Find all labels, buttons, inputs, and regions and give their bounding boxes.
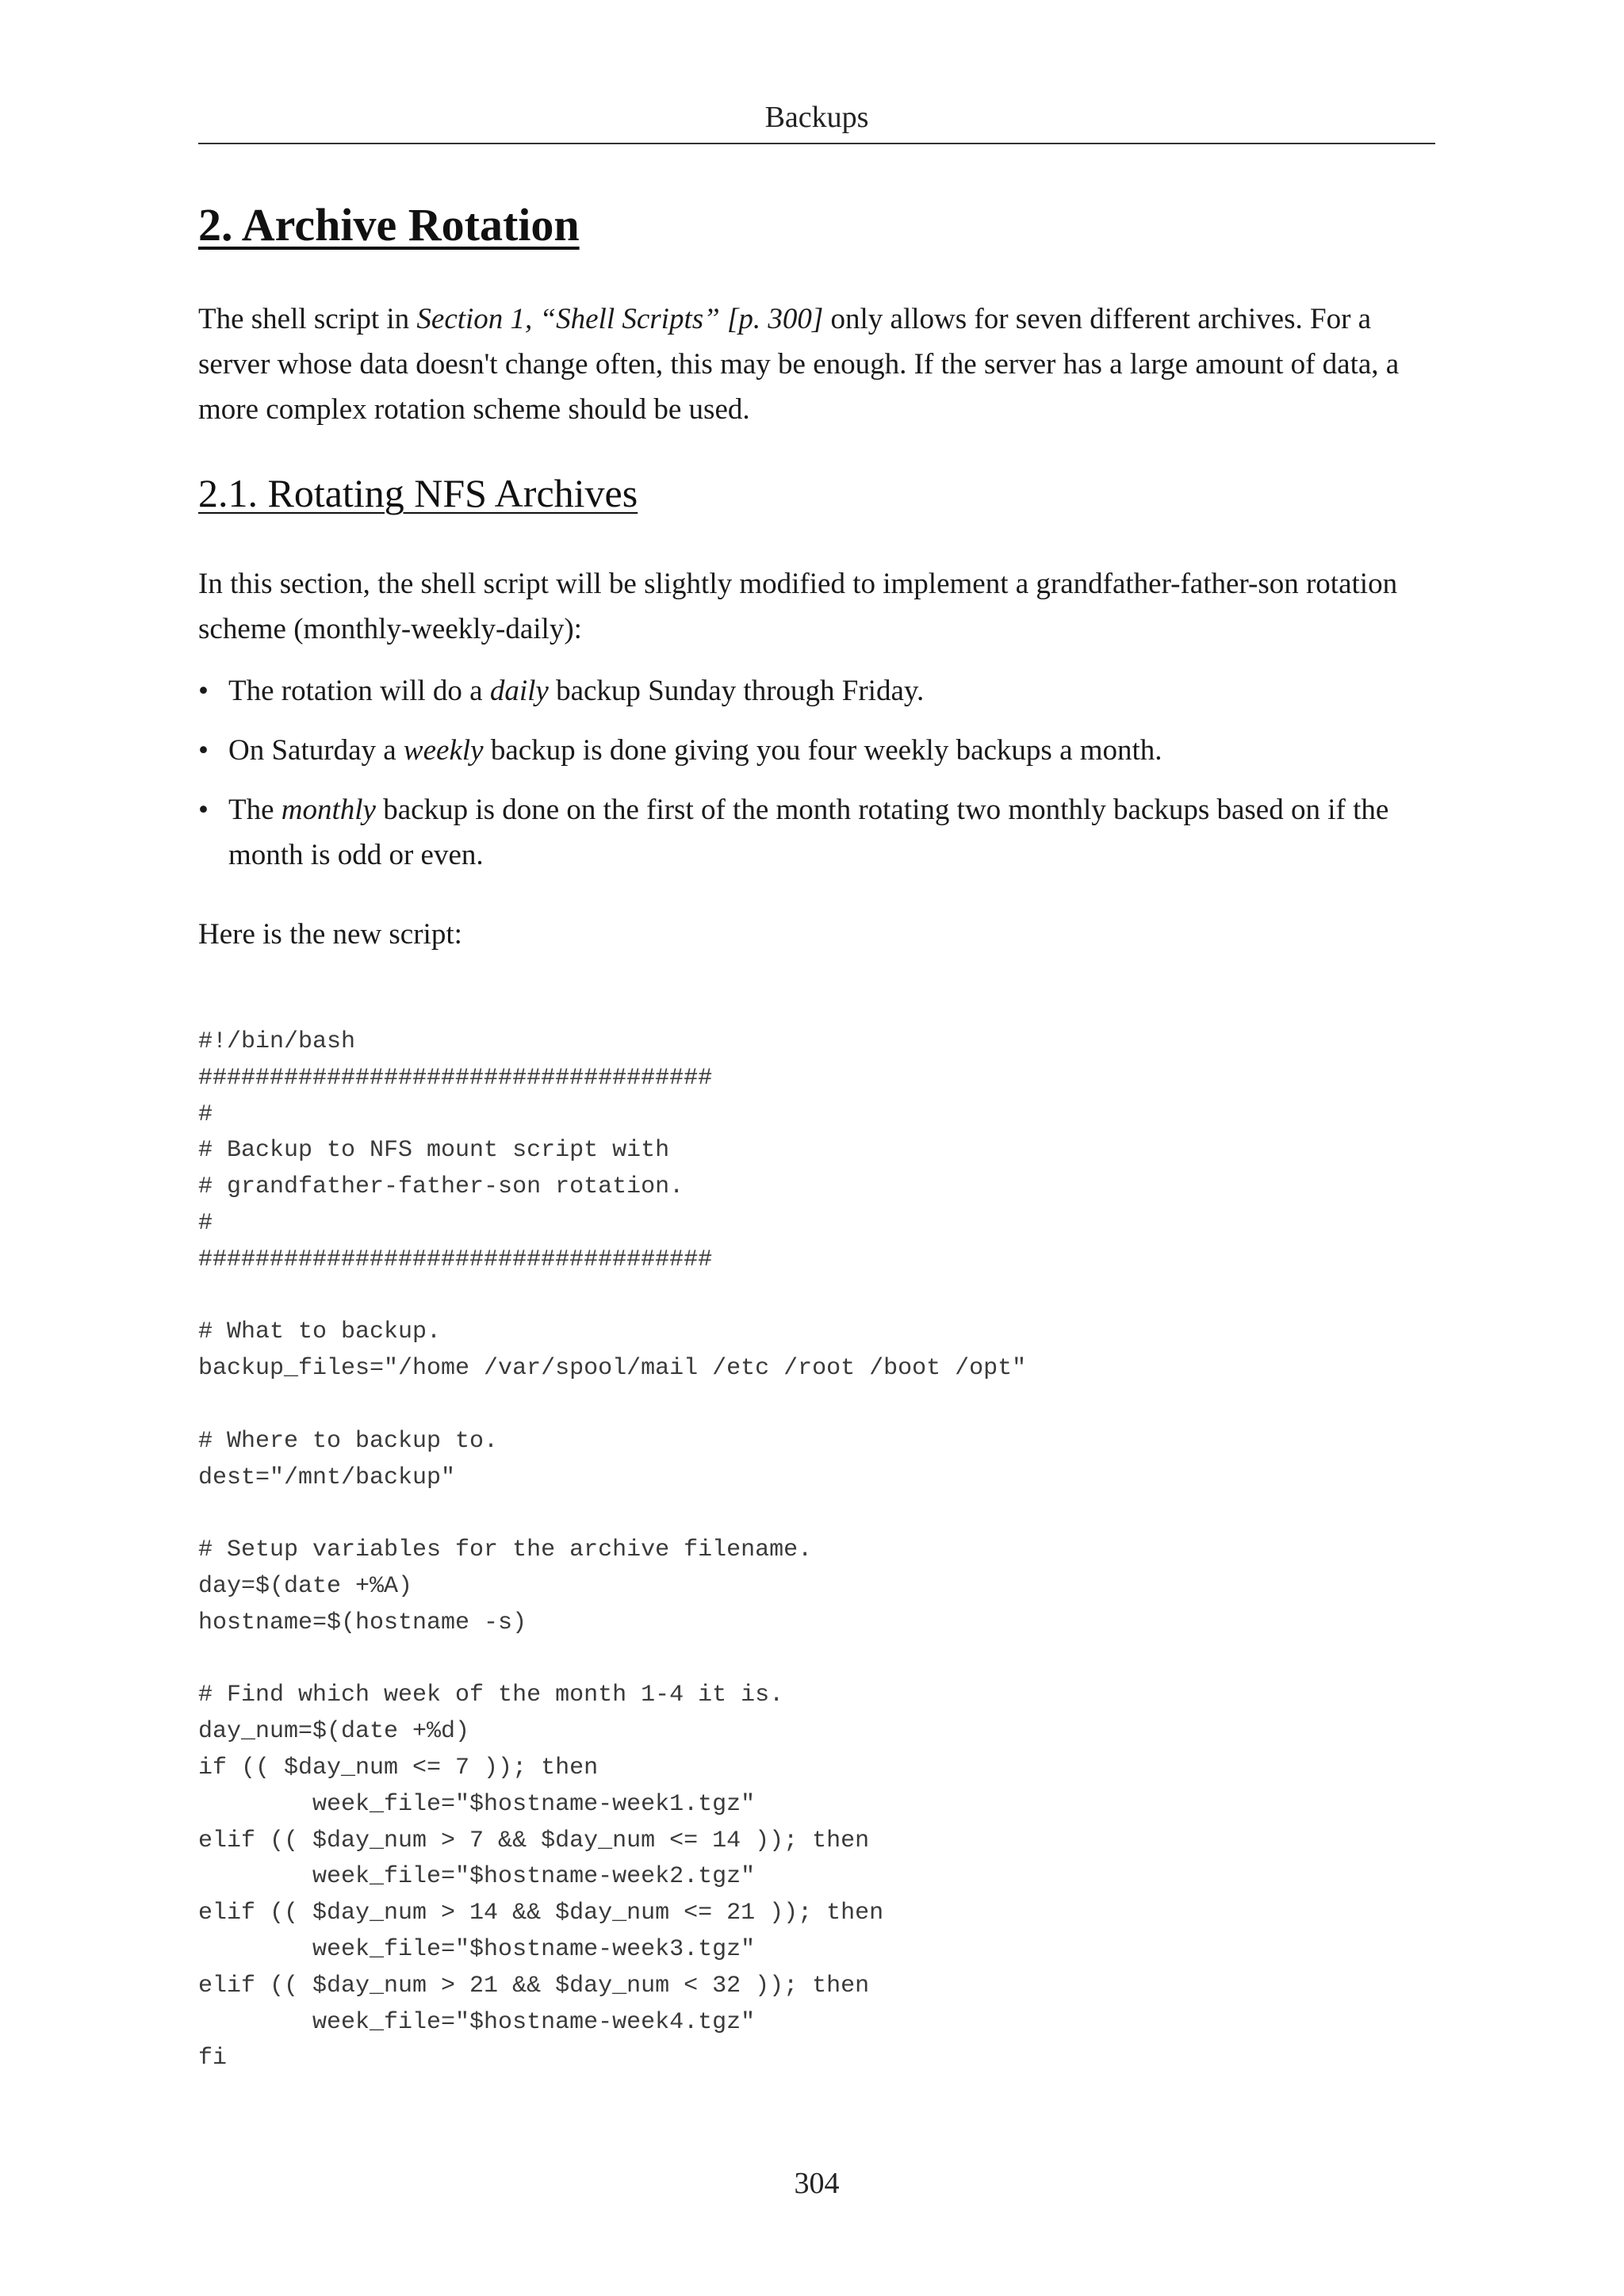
bullet-emphasis: weekly xyxy=(403,734,484,767)
subsection-paragraph: In this section, the shell script will be slightly modified to implement a grandfather-father-son rotation scheme (monthly-weekly-daily): xyxy=(198,568,1398,645)
bullet-icon: • xyxy=(198,675,209,707)
intro-paragraph xyxy=(198,297,1435,432)
list-item xyxy=(198,668,1435,714)
bullet-icon: • xyxy=(198,734,209,767)
section-title: 2. Archive Rotation xyxy=(198,199,580,251)
script-intro-paragraph: Here is the new script: xyxy=(198,918,462,951)
document-page xyxy=(198,0,1435,2296)
subsection-title: 2.1. Rotating NFS Archives xyxy=(198,471,638,515)
bullet-text-end: backup Sunday through Friday. xyxy=(548,675,925,707)
bullet-emphasis: daily xyxy=(489,675,549,707)
header-rule xyxy=(198,143,1435,144)
running-header: Backups xyxy=(764,101,869,134)
bullet-text-end: backup is done on the first of the month rotating two monthly backups based on if the month is odd or even. xyxy=(228,794,1389,871)
bullet-text-start: The rotation will do a xyxy=(228,675,490,707)
intro-text-end: only allows for seven different archives. For a server whose data doesn't change often, this may be enough. If the server has a large amount of data, a more complex rotation scheme should be used. xyxy=(198,303,1400,426)
page-number: 304 xyxy=(794,2167,840,2200)
section-cross-reference: Section 1, “Shell Scripts” [p. 300] xyxy=(416,303,824,335)
code-listing: #!/bin/bash #################################### # # Backup to NFS mount script with # grandfather-father-son rotation. # #################################### # What to backup. backup_files="/home /var/spool/mail /etc /root /boot /opt" # Where to backup to. dest="/mnt/backup" # Setup variables for the archive filename. day=$(date +%A) hostname=$(hostname -s) # Find which week of the month 1-4 it is. day_num=$(date +%d) if (( $day_num <= 7 )); then week_file="$hostname-week1.tgz" elif (( $day_num > 7 && $day_num <= 14 )); then week_file="$hostname-week2.tgz" elif (( $day_num > 14 && $day_num <= 21 )); then week_file="$hostname-week3.tgz" elif (( $day_num > 21 && $day_num < 32 )); then week_file="$hostname-week4.tgz" fi xyxy=(198,1028,1027,2072)
rotation-bullet-list xyxy=(198,668,1435,892)
bullet-emphasis: monthly xyxy=(281,794,376,826)
list-item xyxy=(198,787,1435,878)
bullet-text-start: The xyxy=(228,794,282,826)
bullet-text-start: On Saturday a xyxy=(228,734,404,767)
bullet-text-end: backup is done giving you four weekly backups a month. xyxy=(483,734,1162,767)
list-item xyxy=(198,728,1435,773)
intro-text-start: The shell script in xyxy=(198,303,417,335)
bullet-icon: • xyxy=(198,794,209,826)
